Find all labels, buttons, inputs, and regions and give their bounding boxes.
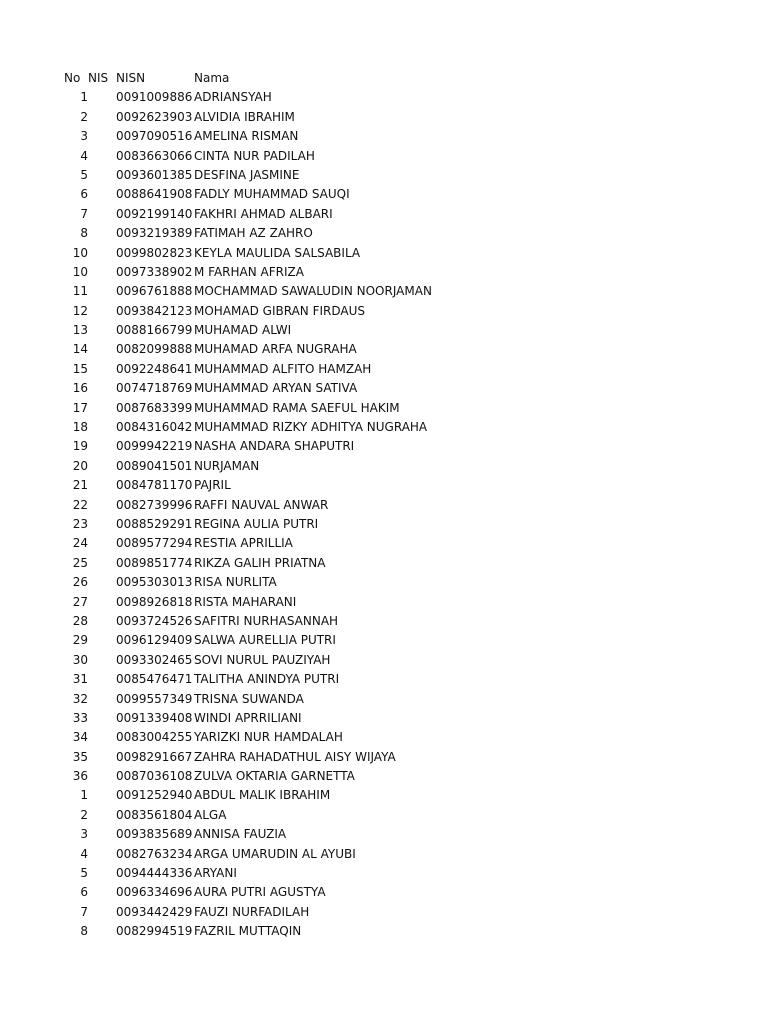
row-nama: M FARHAN AFRIZA <box>194 264 304 279</box>
table-row <box>0 903 768 922</box>
table-row <box>0 379 768 398</box>
row-nama: ARYANI <box>194 866 237 881</box>
table-row <box>0 321 768 340</box>
student-table <box>0 69 768 942</box>
row-nama: FADLY MUHAMMAD SAUQI <box>194 187 350 202</box>
row-nama: TALITHA ANINDYA PUTRI <box>194 672 340 687</box>
row-nisn: 0088166799 <box>116 323 193 338</box>
row-nisn: 0096334696 <box>116 885 193 900</box>
table-row <box>0 108 768 127</box>
table-row <box>0 88 768 107</box>
row-nisn: 0089041501 <box>116 458 193 473</box>
row-no: 16 <box>72 381 88 396</box>
table-row <box>0 593 768 612</box>
row-no: 11 <box>72 284 88 299</box>
table-row <box>0 302 768 321</box>
row-no: 22 <box>72 497 88 512</box>
row-nisn: 0097090516 <box>116 129 193 144</box>
row-no: 12 <box>72 303 88 318</box>
table-row <box>0 244 768 263</box>
row-nisn: 0099557349 <box>116 691 193 706</box>
table-row <box>0 922 768 941</box>
row-nama: RAFFI NAUVAL ANWAR <box>194 497 329 512</box>
header-nis: NIS <box>88 71 109 85</box>
table-row <box>0 554 768 573</box>
row-nisn: 0093842123 <box>116 303 193 318</box>
row-no: 21 <box>72 478 88 493</box>
row-no: 4 <box>80 846 88 861</box>
row-no: 7 <box>80 206 88 221</box>
row-no: 26 <box>72 575 88 590</box>
row-no: 10 <box>72 264 88 279</box>
table-body <box>0 88 768 941</box>
row-no: 8 <box>80 924 88 939</box>
table-row <box>0 883 768 902</box>
row-no: 36 <box>72 769 88 784</box>
row-no: 2 <box>80 109 88 124</box>
row-nisn: 0082994519 <box>116 924 193 939</box>
row-nama: ALVIDIA IBRAHIM <box>194 109 295 124</box>
header-nama: Nama <box>194 71 230 85</box>
row-no: 4 <box>80 148 88 163</box>
row-nama: ARGA UMARUDIN AL AYUBI <box>194 846 356 861</box>
row-no: 7 <box>80 904 88 919</box>
row-nisn: 0092199140 <box>116 206 193 221</box>
row-nisn: 0083561804 <box>116 807 193 822</box>
row-nisn: 0083004255 <box>116 730 193 745</box>
row-nisn: 0083663066 <box>116 148 193 163</box>
row-no: 14 <box>72 342 88 357</box>
row-nama: YARIZKI NUR HAMDALAH <box>194 730 343 745</box>
table-row <box>0 651 768 670</box>
row-no: 6 <box>80 885 88 900</box>
row-nisn: 0084781170 <box>116 478 193 493</box>
row-nisn: 0096129409 <box>116 633 193 648</box>
table-row <box>0 185 768 204</box>
row-nisn: 0092623903 <box>116 109 193 124</box>
row-nama: NURJAMAN <box>194 458 260 473</box>
table-row <box>0 845 768 864</box>
row-nama: ABDUL MALIK IBRAHIM <box>194 788 331 803</box>
row-no: 23 <box>72 516 88 531</box>
row-no: 25 <box>72 555 88 570</box>
table-row <box>0 612 768 631</box>
table-row <box>0 457 768 476</box>
row-nisn: 0088529291 <box>116 516 193 531</box>
row-nama: CINTA NUR PADILAH <box>194 148 315 163</box>
row-nama: RISA NURLITA <box>194 575 277 590</box>
row-nama: SAFITRI NURHASANNAH <box>194 613 339 628</box>
row-nama: MUHAMMAD ARYAN SATIVA <box>194 381 358 396</box>
row-nisn: 0091339408 <box>116 710 193 725</box>
row-no: 19 <box>72 439 88 454</box>
row-nama: MOCHAMMAD SAWALUDIN NOORJAMAN <box>194 284 432 299</box>
row-no: 13 <box>72 323 88 338</box>
row-no: 5 <box>80 167 88 182</box>
table-row <box>0 748 768 767</box>
row-no: 27 <box>72 594 88 609</box>
row-no: 32 <box>72 691 88 706</box>
row-no: 15 <box>72 361 88 376</box>
row-no: 24 <box>72 536 88 551</box>
table-row <box>0 534 768 553</box>
row-no: 34 <box>72 730 88 745</box>
row-nisn: 0084316042 <box>116 420 193 435</box>
row-nisn: 0094444336 <box>116 866 193 881</box>
row-nisn: 0093219389 <box>116 226 193 241</box>
row-nama: ZULVA OKTARIA GARNETTA <box>194 769 355 784</box>
row-nama: MUHAMAD ARFA NUGRAHA <box>194 342 357 357</box>
row-no: 2 <box>80 807 88 822</box>
table-row <box>0 786 768 805</box>
row-nisn: 0093601385 <box>116 167 193 182</box>
row-no: 33 <box>72 710 88 725</box>
row-nisn: 0096761888 <box>116 284 193 299</box>
row-no: 3 <box>80 129 88 144</box>
table-row <box>0 806 768 825</box>
row-nisn: 0092248641 <box>116 361 193 376</box>
row-no: 17 <box>72 400 88 415</box>
row-no: 6 <box>80 187 88 202</box>
row-nama: PAJRIL <box>194 478 231 493</box>
row-no: 29 <box>72 633 88 648</box>
row-nisn: 0098926818 <box>116 594 193 609</box>
table-row <box>0 631 768 650</box>
row-nama: RISTA MAHARANI <box>194 594 297 609</box>
row-no: 18 <box>72 420 88 435</box>
row-nisn: 0093724526 <box>116 613 193 628</box>
row-nama: ANNISA FAUZIA <box>194 827 287 842</box>
row-nisn: 0095303013 <box>116 575 193 590</box>
row-no: 20 <box>72 458 88 473</box>
row-nama: SOVI NURUL PAUZIYAH <box>194 652 331 667</box>
table-row <box>0 340 768 359</box>
table-row <box>0 728 768 747</box>
row-nisn: 0089851774 <box>116 555 193 570</box>
row-nama: ZAHRA RAHADATHUL AISY WIJAYA <box>194 749 396 764</box>
table-row <box>0 147 768 166</box>
row-no: 31 <box>72 672 88 687</box>
row-nama: REGINA AULIA PUTRI <box>194 516 319 531</box>
row-nisn: 0099802823 <box>116 245 193 260</box>
row-no: 30 <box>72 652 88 667</box>
row-nisn: 0091252940 <box>116 788 193 803</box>
header-nisn: NISN <box>116 71 146 85</box>
row-nisn: 0082763234 <box>116 846 193 861</box>
table-row <box>0 476 768 495</box>
table-row <box>0 399 768 418</box>
table-row <box>0 515 768 534</box>
row-no: 10 <box>72 245 88 260</box>
table-row <box>0 767 768 786</box>
table-row <box>0 709 768 728</box>
table-row <box>0 437 768 456</box>
row-nisn: 0088641908 <box>116 187 193 202</box>
table-row <box>0 263 768 282</box>
row-nama: NASHA ANDARA SHAPUTRI <box>194 439 355 454</box>
row-nama: SALWA AURELLIA PUTRI <box>194 633 336 648</box>
row-nisn: 0093835689 <box>116 827 193 842</box>
row-nisn: 0091009886 <box>116 90 193 105</box>
row-nama: FAKHRI AHMAD ALBARI <box>194 206 333 221</box>
row-nama: RIKZA GALIH PRIATNA <box>194 555 326 570</box>
row-nisn: 0098291667 <box>116 749 193 764</box>
row-nama: MUHAMMAD RAMA SAEFUL HAKIM <box>194 400 400 415</box>
row-nama: AMELINA RISMAN <box>194 129 299 144</box>
header-no: No <box>64 71 81 85</box>
row-no: 1 <box>80 788 88 803</box>
row-nama: MUHAMMAD RIZKY ADHITYA NUGRAHA <box>194 420 428 435</box>
table-row <box>0 864 768 883</box>
table-row <box>0 496 768 515</box>
row-nama: FATIMAH AZ ZAHRO <box>194 226 313 241</box>
row-nisn: 0093302465 <box>116 652 193 667</box>
table-row <box>0 418 768 437</box>
row-nama: MUHAMMAD ALFITO HAMZAH <box>194 361 372 376</box>
row-nisn: 0087683399 <box>116 400 193 415</box>
row-nama: ADRIANSYAH <box>194 90 272 105</box>
row-nama: DESFINA JASMINE <box>194 167 300 182</box>
row-nisn: 0085476471 <box>116 672 193 687</box>
row-nisn: 0082099888 <box>116 342 193 357</box>
row-nama: KEYLA MAULIDA SALSABILA <box>194 245 361 260</box>
row-nama: RESTIA APRILLIA <box>194 536 293 551</box>
row-no: 3 <box>80 827 88 842</box>
row-nisn: 0099942219 <box>116 439 193 454</box>
row-nama: WINDI APRRILIANI <box>194 710 302 725</box>
table-row <box>0 127 768 146</box>
row-no: 8 <box>80 226 88 241</box>
table-row <box>0 282 768 301</box>
row-nama: FAUZI NURFADILAH <box>194 904 310 919</box>
row-no: 5 <box>80 866 88 881</box>
row-nama: ALGA <box>194 807 227 822</box>
row-nisn: 0097338902 <box>116 264 193 279</box>
row-nama: TRISNA SUWANDA <box>194 691 304 706</box>
table-row <box>0 360 768 379</box>
row-nisn: 0074718769 <box>116 381 193 396</box>
table-row <box>0 166 768 185</box>
row-no: 1 <box>80 90 88 105</box>
row-nisn: 0082739996 <box>116 497 193 512</box>
row-no: 35 <box>72 749 88 764</box>
row-no: 28 <box>72 613 88 628</box>
row-nama: MUHAMAD ALWI <box>194 323 292 338</box>
table-row <box>0 205 768 224</box>
table-row <box>0 670 768 689</box>
table-row <box>0 825 768 844</box>
row-nisn: 0093442429 <box>116 904 193 919</box>
table-row <box>0 690 768 709</box>
row-nisn: 0087036108 <box>116 769 193 784</box>
row-nama: FAZRIL MUTTAQIN <box>194 924 302 939</box>
table-row <box>0 573 768 592</box>
table-row <box>0 224 768 243</box>
row-nisn: 0089577294 <box>116 536 193 551</box>
row-nama: AURA PUTRI AGUSTYA <box>194 885 326 900</box>
row-nama: MOHAMAD GIBRAN FIRDAUS <box>194 303 365 318</box>
table-header-row <box>0 69 768 88</box>
